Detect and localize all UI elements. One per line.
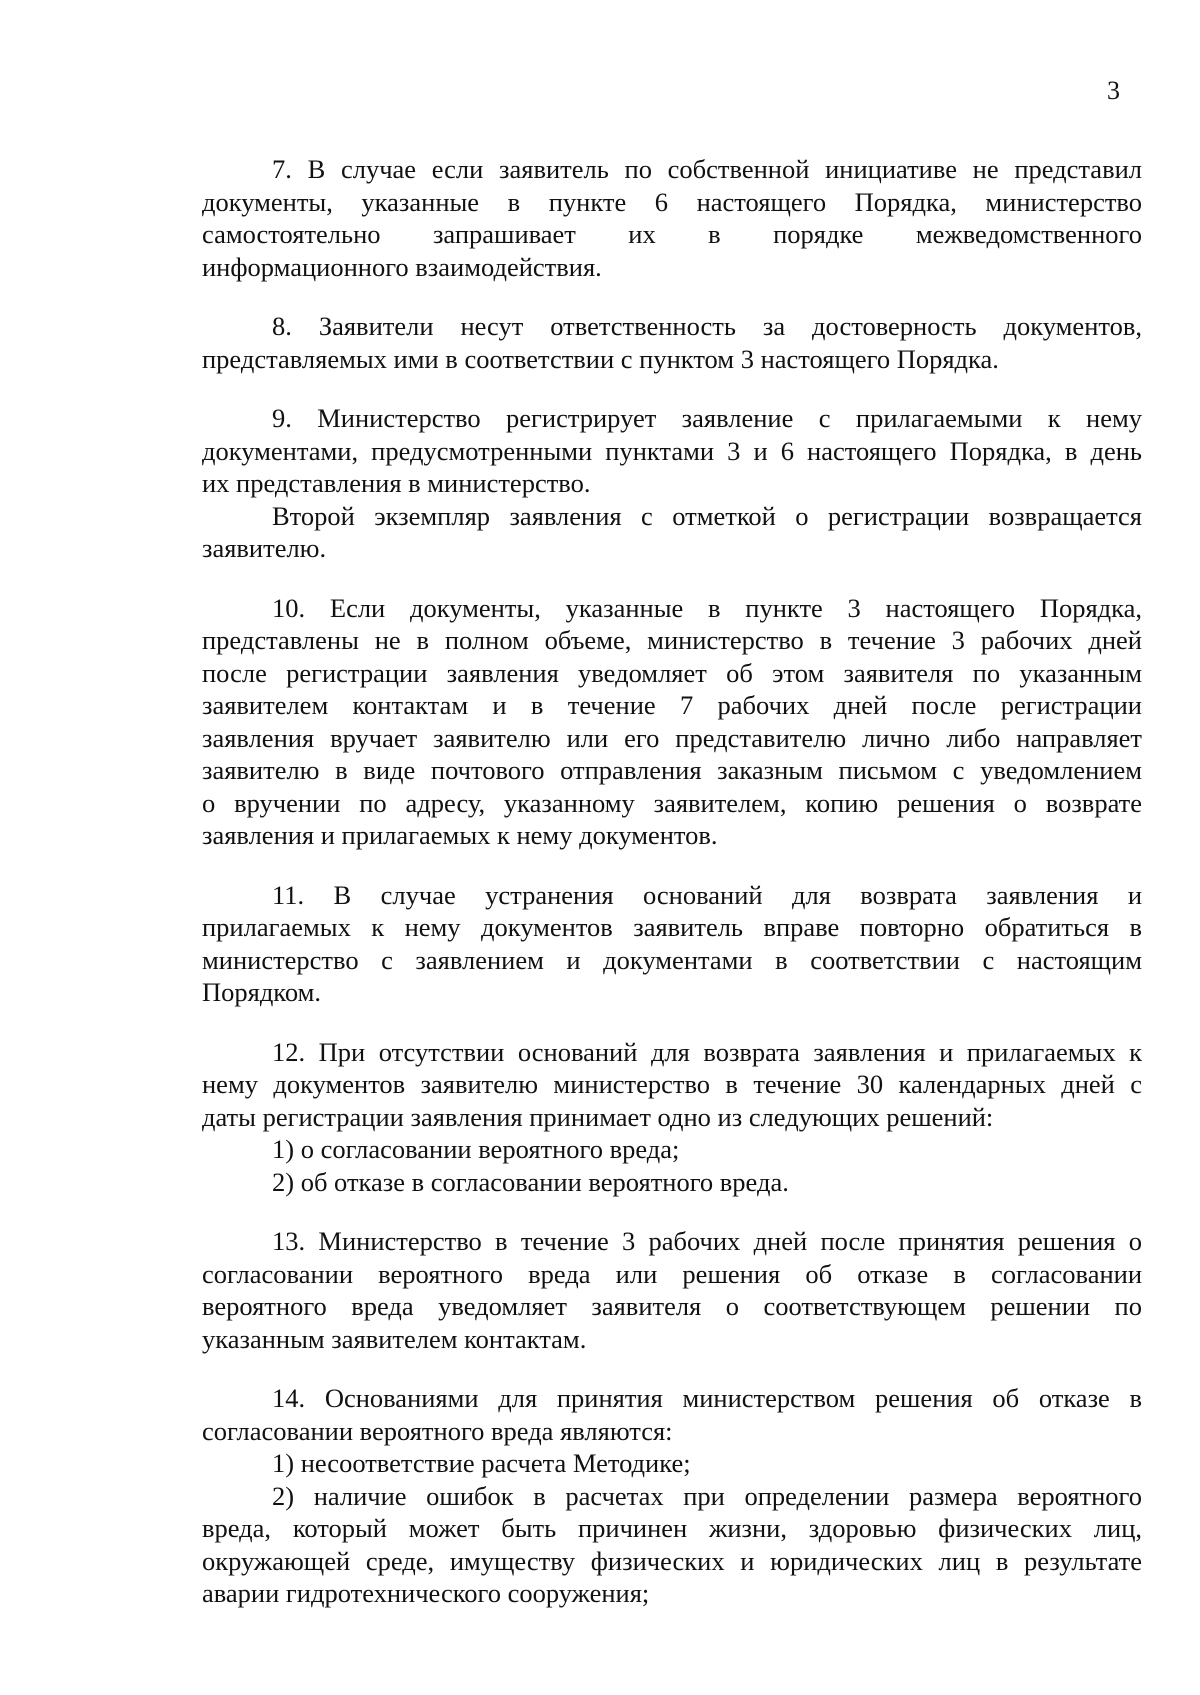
text-line: заявления вручает заявителю или его представителю лично либо направляет bbox=[202, 722, 1142, 753]
paragraph-spacer bbox=[202, 1009, 1142, 1036]
text-line: о вручении по адресу, указанному заявителем, копию решения о возврате bbox=[202, 787, 1142, 818]
text-line: аварии гидротехнического сооружения; bbox=[202, 1578, 650, 1608]
text-line: заявителю в виде почтового отправления заказным письмом с уведомлением bbox=[202, 755, 1142, 785]
text-line: 13. Министерство в течение 3 рабочих дней после принятия решения о bbox=[272, 1226, 1142, 1256]
text-line: представляемых ими в соответствии с пунктом 3 настоящего Порядка. bbox=[202, 343, 999, 374]
text-line: 12. При отсутствии оснований для возврата заявления и прилагаемых к bbox=[272, 1036, 1142, 1067]
paragraph bbox=[202, 500, 1142, 565]
text-line: вероятного вреда уведомляет заявителя о соответствующем решении по bbox=[202, 1291, 1142, 1321]
text-line: 1) о согласовании вероятного вреда; bbox=[272, 1134, 680, 1164]
text-line: Второй экземпляр заявления с отметкой о регистрации возвращается bbox=[272, 500, 1142, 531]
paragraph-spacer bbox=[202, 1198, 1142, 1225]
text-line: 10. Если документы, указанные в пункте 3 настоящего Порядка, bbox=[272, 592, 1142, 623]
text-line: вреда, который может быть причинен жизни, здоровью физических лиц, bbox=[202, 1513, 1142, 1543]
text-line: самостоятельно запрашивает их в порядке межведомственного bbox=[202, 219, 1142, 249]
text-line: 1) несоответствие расчета Методике; bbox=[272, 1448, 691, 1478]
text-line: министерство с заявлением и документами в соответствии с настоящим bbox=[202, 944, 1142, 975]
text-line: согласовании вероятного вреда или решения об отказе в согласовании bbox=[202, 1258, 1142, 1289]
text-line: 9. Министерство регистрирует заявление с прилагаемыми к нему bbox=[272, 403, 1142, 433]
text-line: 14. Основаниями для принятия министерством решения об отказе в bbox=[272, 1383, 1142, 1413]
text-line: заявителем контактам и в течение 7 рабочих дней после регистрации bbox=[202, 690, 1142, 720]
text-line: указанным заявителем контактам. bbox=[202, 1323, 587, 1354]
paragraph bbox=[202, 153, 1142, 283]
text-line: заявления и прилагаемых к нему документов. bbox=[202, 820, 718, 850]
paragraph-spacer bbox=[202, 1355, 1142, 1382]
text-line: 11. В случае устранения оснований для возврата заявления и bbox=[272, 879, 1142, 910]
paragraph-spacer bbox=[202, 852, 1142, 879]
text-line: заявителю. bbox=[202, 533, 327, 563]
text-line: прилагаемых к нему документов заявитель вправе повторно обратиться в bbox=[202, 912, 1142, 942]
text-line: их представления в министерство. bbox=[202, 468, 591, 498]
paragraph-spacer bbox=[202, 565, 1142, 592]
paragraph bbox=[202, 1480, 1142, 1610]
text-line: представлены не в полном объеме, министерство в течение 3 рабочих дней bbox=[202, 625, 1142, 655]
text-line: после регистрации заявления уведомляет об этом заявителя по указанным bbox=[202, 657, 1142, 688]
text-line: нему документов заявителю министерство в течение 30 календарных дней с bbox=[202, 1069, 1142, 1099]
paragraph bbox=[202, 879, 1142, 1009]
paragraph bbox=[202, 1447, 1142, 1480]
text-line: Порядком. bbox=[202, 977, 321, 1007]
page-number: 3 bbox=[1107, 76, 1120, 105]
text-line: окружающей среде, имуществу физических и юридических лиц в результате bbox=[202, 1545, 1142, 1576]
text-line: 2) наличие ошибок в расчетах при определении размера вероятного bbox=[272, 1480, 1142, 1511]
paragraph bbox=[202, 1036, 1142, 1134]
text-line: 7. В случае если заявитель по собственной инициативе не представил bbox=[272, 154, 1142, 184]
text-line: даты регистрации заявления принимает одно из следующих решений: bbox=[202, 1101, 994, 1132]
text-line: информационного взаимодействия. bbox=[202, 251, 602, 282]
text-line: документами, предусмотренными пунктами 3 и 6 настоящего Порядка, в день bbox=[202, 435, 1142, 466]
paragraph-spacer bbox=[202, 283, 1142, 310]
paragraph bbox=[202, 1133, 1142, 1166]
text-line: документы, указанные в пункте 6 настоящего Порядка, министерство bbox=[202, 186, 1142, 217]
paragraph bbox=[202, 1225, 1142, 1355]
paragraph bbox=[202, 1166, 1142, 1199]
text-line: согласовании вероятного вреда являются: bbox=[202, 1415, 673, 1446]
text-line: 2) об отказе в согласовании вероятного вреда. bbox=[272, 1166, 789, 1197]
text-line: 8. Заявители несут ответственность за достоверность документов, bbox=[272, 311, 1142, 341]
paragraph bbox=[202, 1382, 1142, 1447]
document-body bbox=[202, 153, 1142, 1610]
paragraph bbox=[202, 592, 1142, 852]
paragraph bbox=[202, 402, 1142, 500]
paragraph-spacer bbox=[202, 375, 1142, 402]
paragraph bbox=[202, 310, 1142, 375]
